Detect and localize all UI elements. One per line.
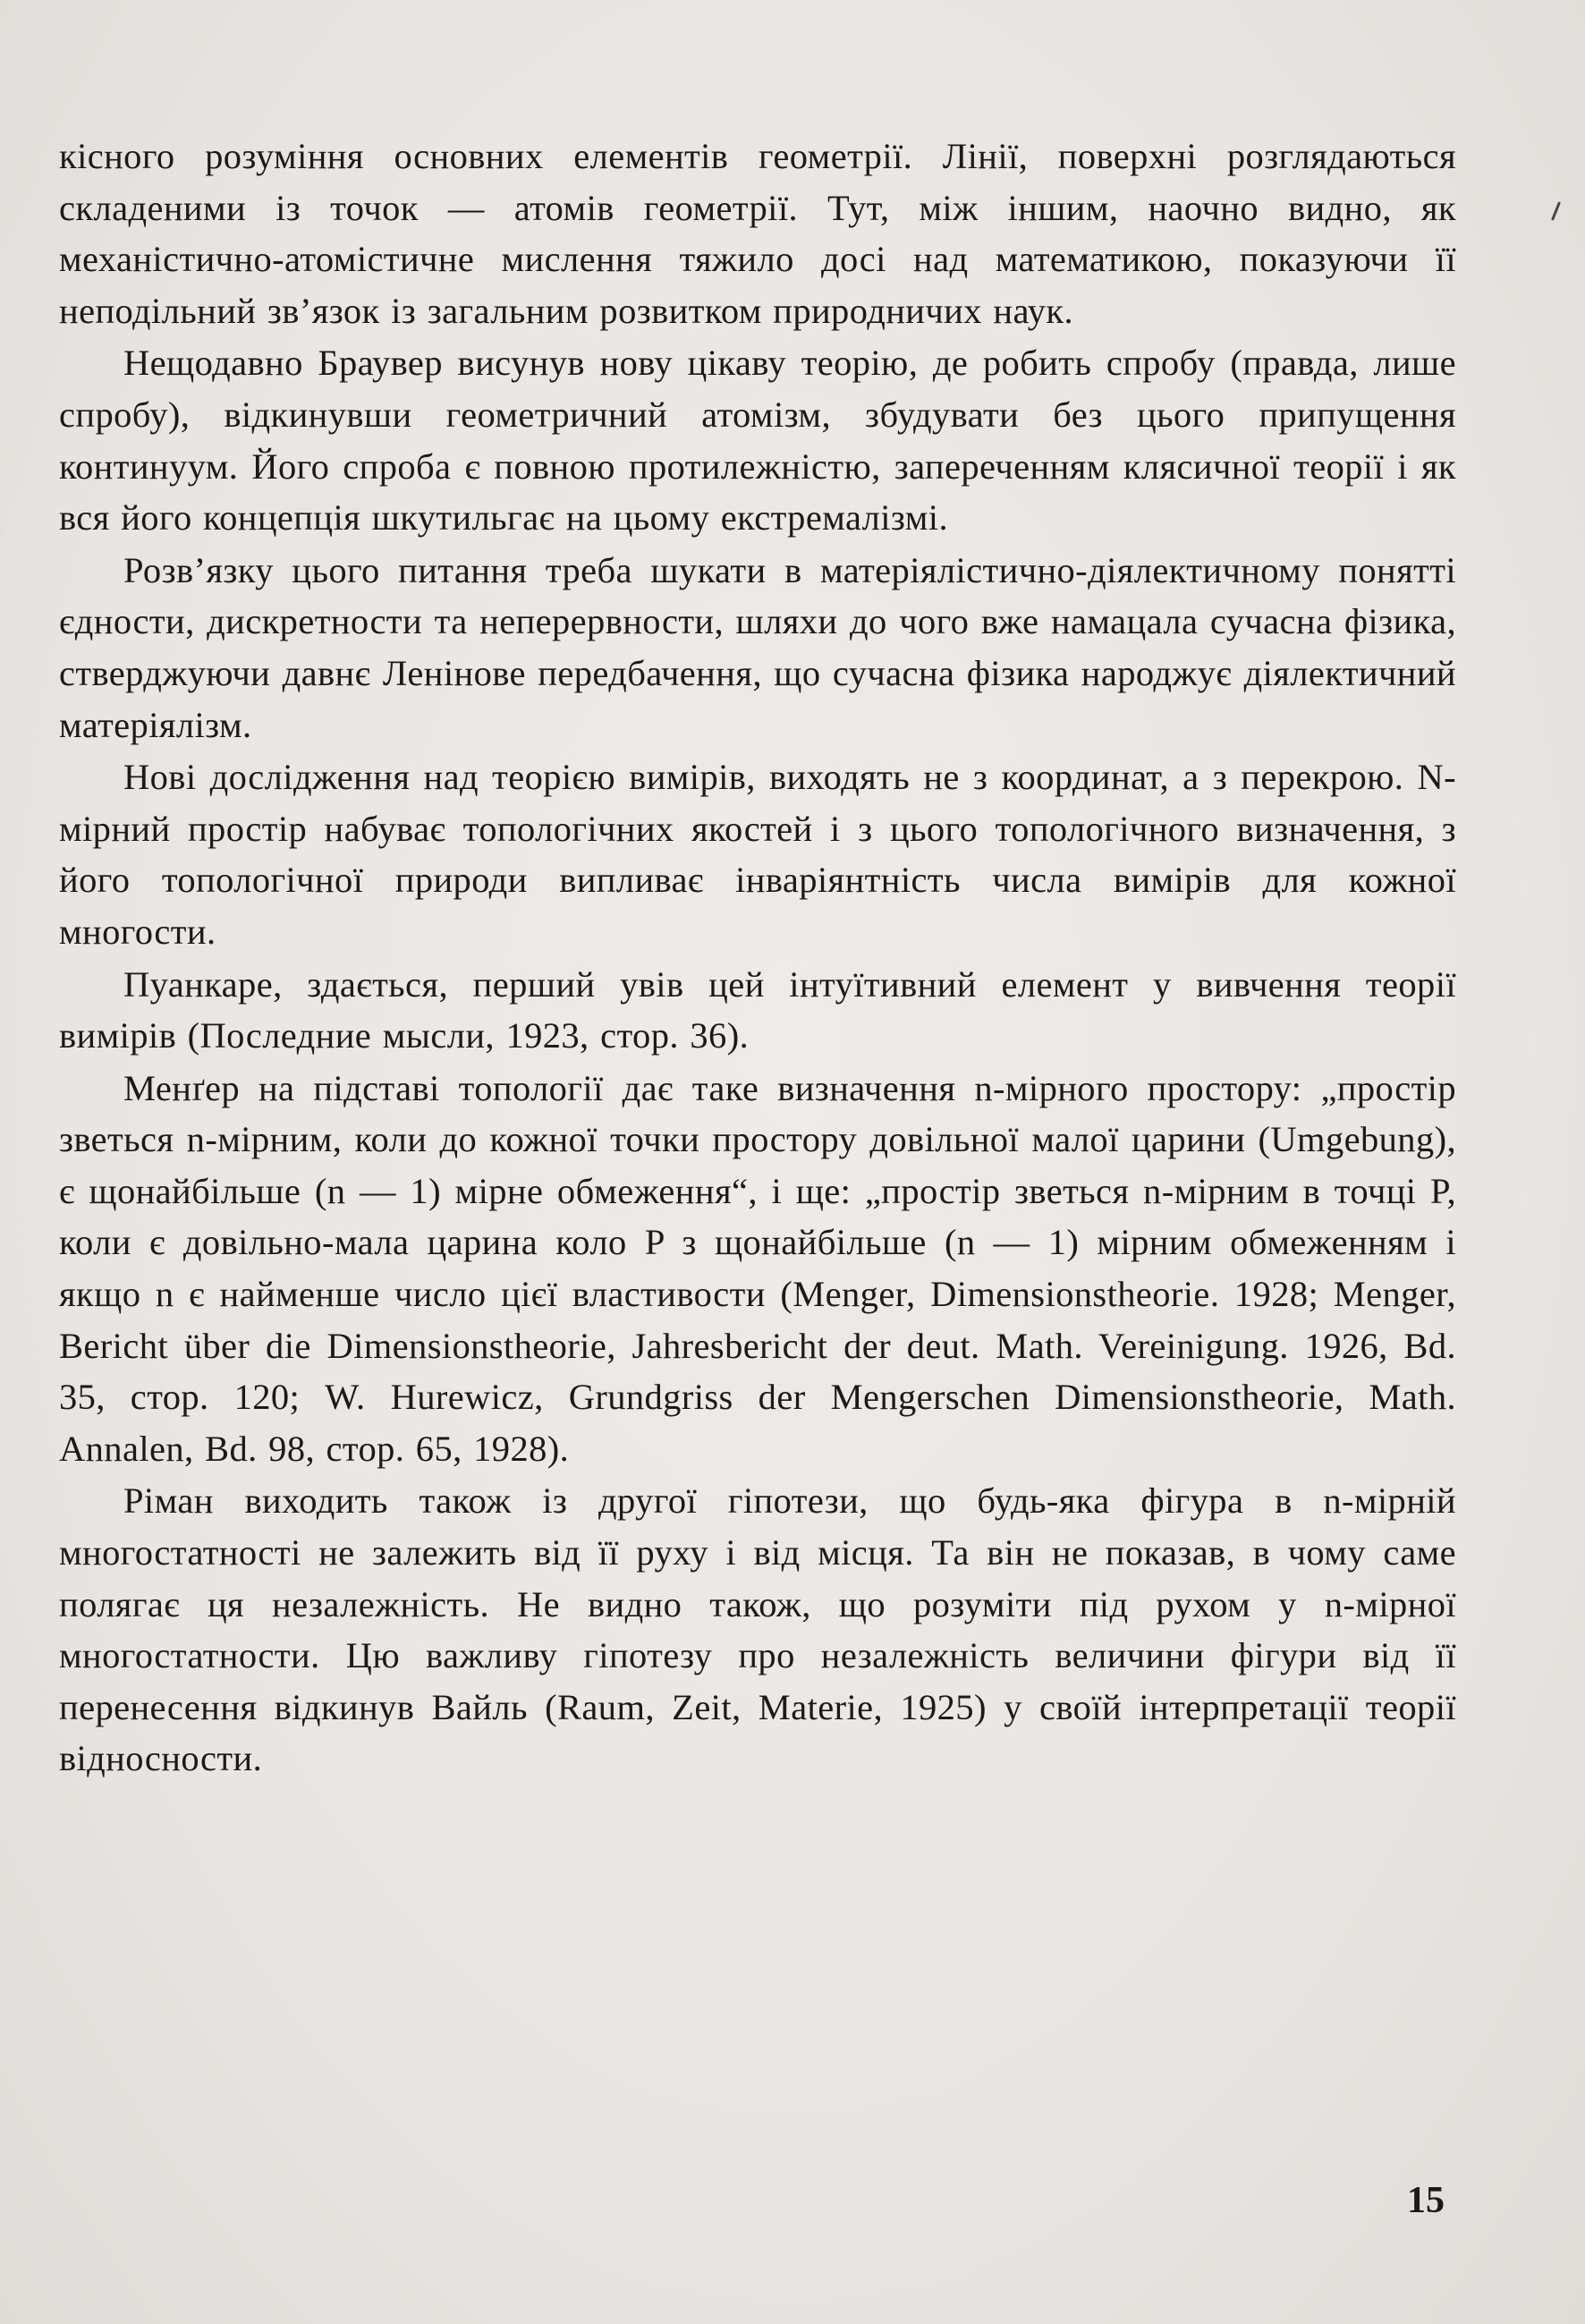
paragraph-3: Розв’язку цього питання треба шукати в матеріялістично-діялектичному понятті єдности, дискретности та неперервности, шляхи до чого вже намацала сучасна фізика, стверджуючи давнє Ленінове передбачення, що сучасна фізика народжує діялектичний матеріялізм.	[59, 549, 1456, 745]
paragraph-4: Нові дослідження над теорією вимірів, виходять не з координат, а з перекрою. N-мірний простір набуває топологічних якостей і з цього топологічного визначення, з його топологічної природи випливає інваріянтність числа вимірів для кожної многости.	[59, 757, 1456, 952]
paragraph-7: Ріман виходить також із другої гіпотези, що будь-яка фігура в n-мірній многостатності не залежить від її руху і від місця. Та він не показав, в чому саме полягає ця незалежність. Не видно також, що розуміти під рухом у n-мірної многостатности. Цю важливу гіпотезу про незалежність величини фігури від її перенесення відкинув Вайль (Raum, Zeit, Materie, 1925) у своїй інтерпретації теорії відносности.	[59, 1480, 1456, 1779]
paragraph-2: Нещодавно Браувер висунув нову цікаву теорію, де робить спробу (правда, лише спробу), відкинувши геометричний атомізм, збудувати без цього припущення континуум. Його спроба є повною протилежністю, запереченням клясичної теорії і як вся його концепція шкутильгає на цьому екстремалізмі.	[59, 343, 1456, 539]
page-number: 15	[1407, 2180, 1445, 2221]
paragraph-5: Пуанкаре, здається, перший увів цей інтуїтивний елемент у вивчення теорії вимірів (Последние мысли, 1923, стор. 36).	[59, 963, 1456, 1056]
body-text	[59, 131, 1456, 1785]
margin-mark	[1551, 201, 1561, 221]
paragraph-1: кісного розуміння основних елементів геометрії. Лінії, поверхні розглядаються складеними із точок — атомів геометрії. Тут, між іншим, наочно видно, як механістично-атомістичне мислення тяжило досі над математикою, показуючи її неподільний зв’язок із загальним розвитком природничих наук.	[59, 136, 1456, 331]
paragraph-6: Менґер на підставі топології дає таке визначення n-мірного простору: „простір зветься n-мірним, коли до кожної точки простору довільної малої царини (Umgebung), є щонайбільше (n — 1) мірне обмеження“, і ще: „простір зветься n-мірним в точці P, коли є довільно-мала царина коло P з щонайбільше (n — 1) мірним обмеженням і якщо n є найменше число цієї властивости (Menger, Dimensionstheorie. 1928; Menger, Bericht über die Dimensionstheorie, Jahresbericht der deut. Math. Vereinigung. 1926, Bd. 35, стор. 120; W. Hurewicz, Grundgriss der Mengerschen Dimensionstheorie, Math. Annalen, Bd. 98, стор. 65, 1928).	[59, 1067, 1456, 1469]
